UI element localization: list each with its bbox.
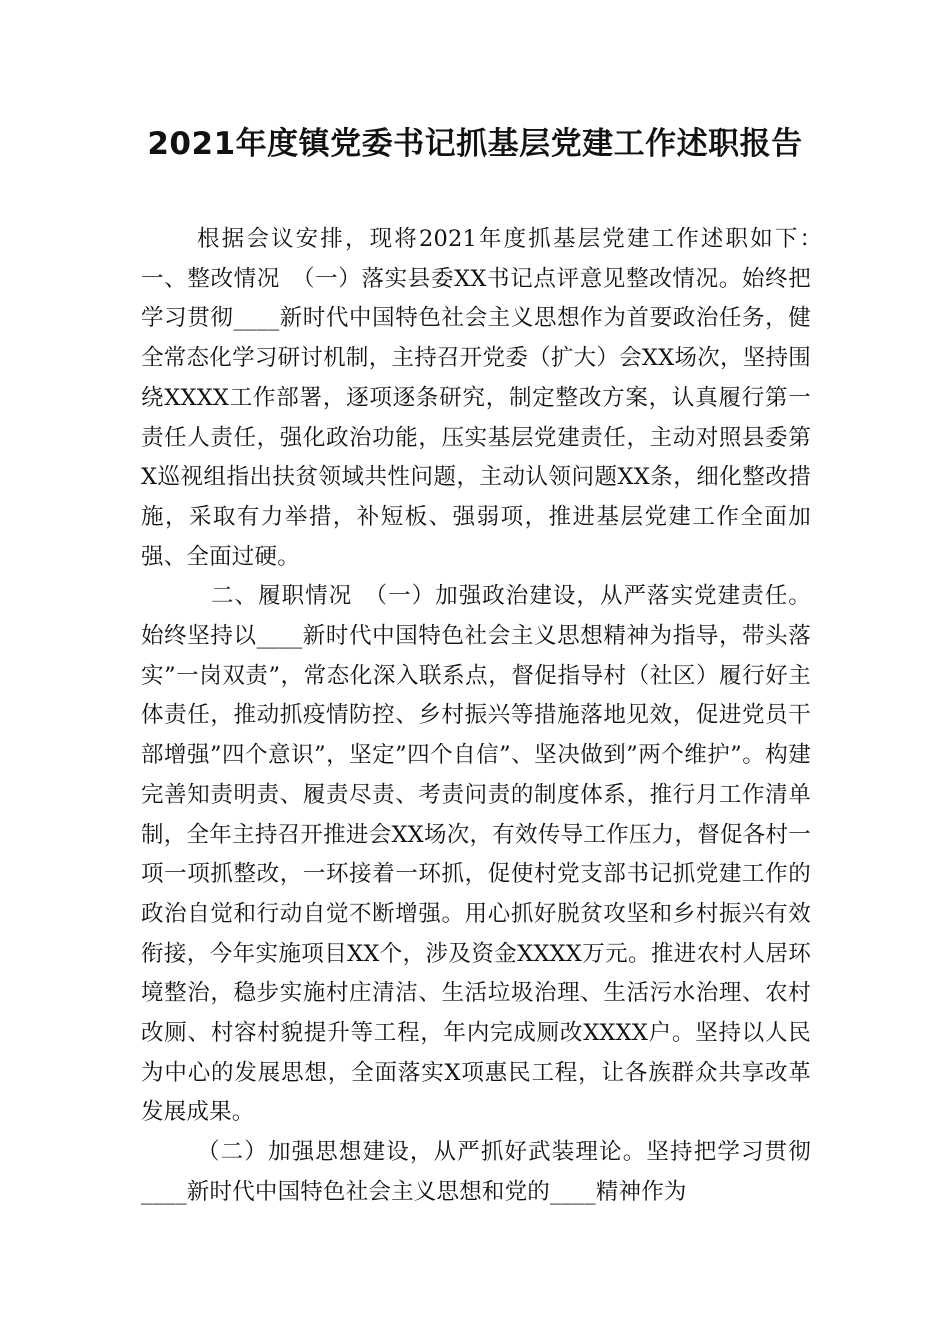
paragraph-1: 根据会议安排，现将2021年度抓基层党建工作述职如下： 一、整改情况 （一）落实县委XX书记点评意见整改情况。始终把学习贯彻____新时代中国特色社会主义思想作为首要政治任务，健全常态化学习研讨机制，主持召开党委（扩大）会XX场次，坚持围绕XXXX工作部署，逐项逐条研究，制定整改方案，认真履行第一责任人责任，强化政治功能，压实基层党建责任，主动对照县委第X巡视组指出扶贫领域共性问题，主动认领问题XX条，细化整改措施，采取有力举措，补短板、强弱项，推进基层党建工作全面加强、全面过硬。: [141, 226, 834, 570]
paragraph-3: （二）加强思想建设，从严抓好武装理论。坚持把学习贯彻____新时代中国特色社会主义思想和党的____精神作为: [141, 1139, 811, 1205]
paragraph-2: 二、履职情况 （一）加强政治建设，从严落实党建责任。始终坚持以____新时代中国特色社会主义思想精神为指导，带头落实”一岗双责”，常态化深入联系点，督促指导村（社区）履行好主体责任，推动抓疫情防控、乡村振兴等措施落地见效，促进党员干部增强”四个意识”，坚定”四个自信”、坚决做到”两个维护”。构建完善知责明责、履责尽责、考责问责的制度体系，推行月工作清单制，全年主持召开推进会XX场次，有效传导工作压力，督促各村一项一项抓整改，一环接着一环抓，促使村党支部书记抓党建工作的政治自觉和行动自觉不断增强。用心抓好脱贫攻坚和乡村振兴有效衔接，今年实施项目XX个，涉及资金XXXX万元。推进农村人居环境整治，稳步实施村庄清洁、生活垃圾治理、生活污水治理、农村改厕、村容村貌提升等工程，年内完成厕改XXXX户。坚持以人民为中心的发展思想，全面落实X项惠民工程，让各族群众共享改革发展成果。: [141, 583, 811, 1126]
document-title: 2021年度镇党委书记抓基层党建工作述职报告: [147, 126, 803, 162]
document-body: [141, 220, 834, 1213]
